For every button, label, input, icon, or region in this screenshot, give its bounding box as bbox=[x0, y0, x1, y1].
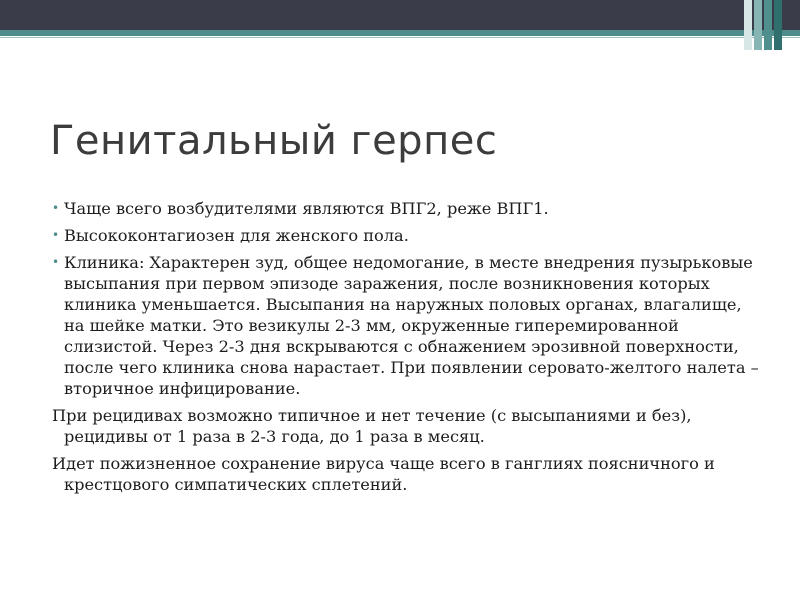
bullet-text: Клиника: Характерен зуд, общее недомогание, в месте внедрения пузырьковые высыпания при первом эпизоде заражения, после возникновения которых клиника уменьшается. Высыпания на наружных половых органах, влагалище, на шейке матки. Это везикулы 2-3 мм, окруженные гиперемированной слизистой. Через 2-3 дня вскрываются с обнажением эрозивной поверхности, после чего клиника снова нарастает. При появлении серовато-желтого налета – вторичное инфицирование. bbox=[64, 253, 759, 398]
header-decor-block bbox=[754, 0, 762, 50]
bullet-text: Высококонтагиозен для женского пола. bbox=[64, 226, 409, 245]
header-decor-block bbox=[744, 0, 752, 50]
bullet-item bbox=[52, 252, 764, 399]
slide-title: Генитальный герпес bbox=[50, 118, 498, 164]
bullet-item bbox=[52, 225, 764, 246]
bullet-text: Чаще всего возбудителями являются ВПГ2, реже ВПГ1. bbox=[64, 199, 549, 218]
header-bar-accent bbox=[0, 30, 800, 36]
header-divider-line bbox=[0, 37, 800, 38]
bullet-item bbox=[52, 198, 764, 219]
bullet-icon: • bbox=[52, 228, 60, 242]
slide-content bbox=[52, 198, 764, 501]
paragraph: При рецидивах возможно типичное и нет течение (с высыпаниями и без), рецидивы от 1 раза в 2-3 года, до 1 раза в месяц. bbox=[52, 406, 692, 446]
bullet-icon: • bbox=[52, 255, 60, 269]
header-decor-block bbox=[774, 0, 782, 50]
header-bar-dark bbox=[0, 0, 800, 30]
paragraph: Идет пожизненное сохранение вируса чаще всего в ганглиях поясничного и крестцового симпатических сплетений. bbox=[52, 454, 715, 494]
header-decor-block bbox=[764, 0, 772, 50]
bullet-icon: • bbox=[52, 201, 60, 215]
